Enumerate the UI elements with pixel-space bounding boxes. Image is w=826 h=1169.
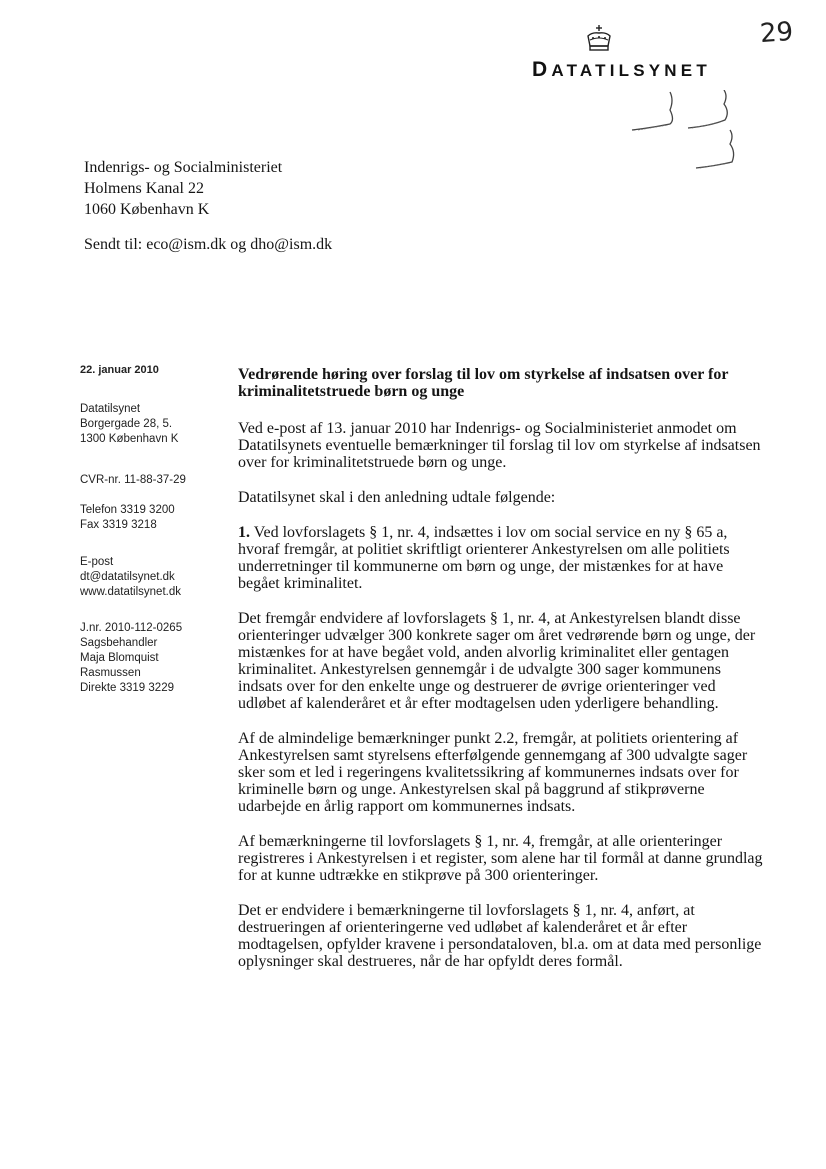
letter-body xyxy=(238,366,766,988)
phone-info xyxy=(80,503,175,533)
paragraph: Af de almindelige bemærkninger punkt 2.2, fremgår, at politiets orientering af Ankestyrelsen samt styrelsens efterfølgende gennemgang af 300 udvalgte sager sker som et led i regeringens kvalitetssikring af kommunernes indsats over for kriminelle børn og unge. Ankestyrelsen skal på baggrund af stikprøverne udarbejde en årlig rapport om kommunernes indsats. xyxy=(238,730,748,815)
page-number: 29 xyxy=(758,16,795,50)
website: www.datatilsynet.dk xyxy=(80,586,181,598)
contact-info xyxy=(80,555,181,600)
crown-icon xyxy=(584,24,614,54)
recipient-line: Indenrigs- og Socialministeriet xyxy=(84,159,283,176)
letter-date: 22. januar 2010 xyxy=(80,364,159,376)
case-number: J.nr. 2010-112-0265 xyxy=(80,622,183,634)
recipient-address xyxy=(84,157,282,220)
sender-address-line: Borgergade 28, 5. xyxy=(80,418,173,430)
paragraph xyxy=(238,524,766,592)
direct-phone: Direkte 3319 3229 xyxy=(80,682,174,694)
sent-to-line: Sendt til: eco@ism.dk og dho@ism.dk xyxy=(84,236,333,253)
paragraph: Ved e-post af 13. januar 2010 har Indenrigs- og Socialministeriet anmodet om Datatilsynets eventuelle bemærkninger til forslag til lov om styrkelse af indsatsen over for kriminalitetstruede børn og unge. xyxy=(238,420,761,471)
paragraph: Det er endvidere i bemærkningerne til lovforslagets § 1, nr. 4, anført, at destrueringen af orienteringerne ved udløbet af kalenderåret et år efter modtagelsen, opfylder kravene i persondataloven, bl.a. om at data med personlige oplysninger skal destrueres, når de har opfyldt deres formål. xyxy=(238,902,762,970)
recipient-line: 1060 København K xyxy=(84,201,210,218)
paragraph: Af bemærkningerne til lovforslagets § 1, nr. 4, fremgår, at alle orienteringer registreres i Ankestyrelsen i et register, som alene har til formål at danne grundlag for at kunne udtrække en stikprøve på 300 orienteringer. xyxy=(238,833,763,884)
phone-line: Telefon 3319 3200 xyxy=(80,504,175,516)
case-handler-surname: Rasmussen xyxy=(80,667,141,679)
fax-line: Fax 3319 3218 xyxy=(80,519,157,531)
handwritten-checkmarks-stamp xyxy=(630,90,740,170)
sender-address xyxy=(80,402,178,447)
paragraph-text: Ved lovforslagets § 1, nr. 4, indsættes i lov om social service en ny § 65 a, hvoraf fremgår, at politiet skriftligt orienterer Ankestyrelsen om alle politiets underretninger til kommunerne om børn og unge, der mistænkes for at have begået kriminalitet. xyxy=(238,524,730,592)
case-handler-label: Sagsbehandler xyxy=(80,637,158,649)
cvr-number: CVR-nr. 11-88-37-29 xyxy=(80,474,186,486)
case-info xyxy=(80,621,182,696)
email-address: dt@datatilsynet.dk xyxy=(80,571,175,583)
section-number: 1. xyxy=(238,524,250,541)
paragraph: Datatilsynet skal i den anledning udtale følgende: xyxy=(238,489,556,506)
email-label: E-post xyxy=(80,556,114,568)
paragraph: Det fremgår endvidere af lovforslagets § 1, nr. 4, at Ankestyrelsen blandt disse orienteringer udvælger 300 konkrete sager om året vedrørende børn og unge, der mistænkes for at have begået vold, anden alvorlig kriminalitet eller gentagen kriminalitet. Ankestyrelsen gennemgår i de udvalgte 300 sager kommunens indsats over for den enkelte unge og destruerer de øvrige orienteringer ved udløbet af kalenderåret et år efter modtagelsen uden yderligere behandling. xyxy=(238,610,756,712)
letter-subject: Vedrørende høring over forslag til lov om styrkelse af indsatsen over for kriminalitetstruede børn og unge xyxy=(238,366,729,400)
logo-text: DATATILSYNET xyxy=(532,58,711,81)
sender-address-line: Datatilsynet xyxy=(80,403,141,415)
case-handler-name: Maja Blomquist xyxy=(80,652,159,664)
sender-address-line: 1300 København K xyxy=(80,433,179,445)
recipient-line: Holmens Kanal 22 xyxy=(84,180,204,197)
